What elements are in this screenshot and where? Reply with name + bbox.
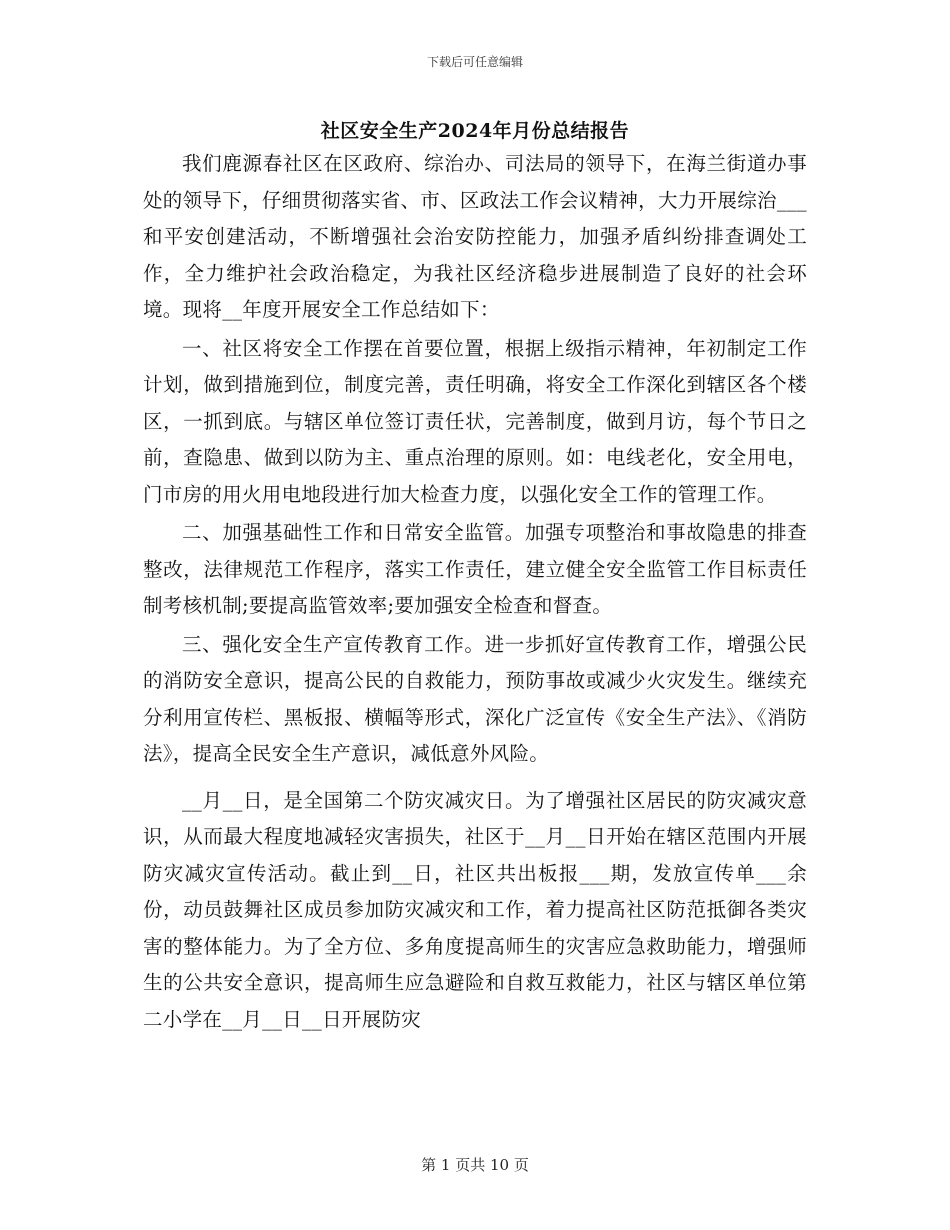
paragraph-section-1: 一、社区将安全工作摆在首要位置，根据上级指示精神，年初制定工作计划，做到措施到位，制度完善，责任明确，将安全工作深化到辖区各个楼区，一抓到底。与辖区单位签订责任状，完善制度，做到月访，每个节日之前，查隐患、做到以防为主、重点治理的原则。如：电线老化，安全用电，门市房的用火用电地段进行加大检查力度，以强化安全工作的管理工作。 (143, 336, 807, 506)
page-number: 第 1 页共 10 页 (421, 1156, 529, 1174)
paragraph-disaster-day: __月__日，是全国第二个防灾减灾日。为了增强社区居民的防灾减灾意识，从而最大程度地减轻灾害损失，社区于__月__日开始在辖区范围内开展防灾减灾宣传活动。截止到__日，社区共出板报___期，发放宣传单___余份，动员鼓舞社区成员参加防灾减灾和工作，着力提高社区防范抵御各类灾害的整体能力。为了全方位、多角度提高师生的灾害应急救助能力，增强师生的公共安全意识，提高师生应急避险和自救互救能力，社区与辖区单位第二小学在__月__日__日开展防灾 (143, 788, 807, 1031)
paragraph-section-3: 三、强化安全生产宣传教育工作。进一步抓好宣传教育工作，增强公民的消防安全意识，提高公民的自救能力，预防事故或减少火灾发生。继续充分利用宣传栏、黑板报、横幅等形式，深化广泛宣传《安全生产法》、《消防法》，提高全民安全生产意识，减低意外风险。 (143, 632, 807, 765)
paragraph-intro: 我们鹿源春社区在区政府、综治办、司法局的领导下，在海兰街道办事处的领导下，仔细贯彻落实省、市、区政法工作会议精神，大力开展综治___和平安创建活动，不断增强社会治安防控能力，加强矛盾纠纷排查调处工作，全力维护社会政治稳定，为我社区经济稳步进展制造了良好的社会环境。现将__年度开展安全工作总结如下： (143, 152, 807, 321)
paragraph-section-2: 二、加强基础性工作和日常安全监管。加强专项整治和事故隐患的排查整改，法律规范工作程序，落实工作责任，建立健全安全监管工作目标责任制考核机制;要提高监管效率;要加强安全检查和督查。 (143, 521, 807, 617)
header-note: 下载后可任意编辑 (426, 55, 523, 69)
document-body (143, 146, 807, 1040)
document-title: 社区安全生产2024年月份总结报告 (320, 120, 630, 142)
